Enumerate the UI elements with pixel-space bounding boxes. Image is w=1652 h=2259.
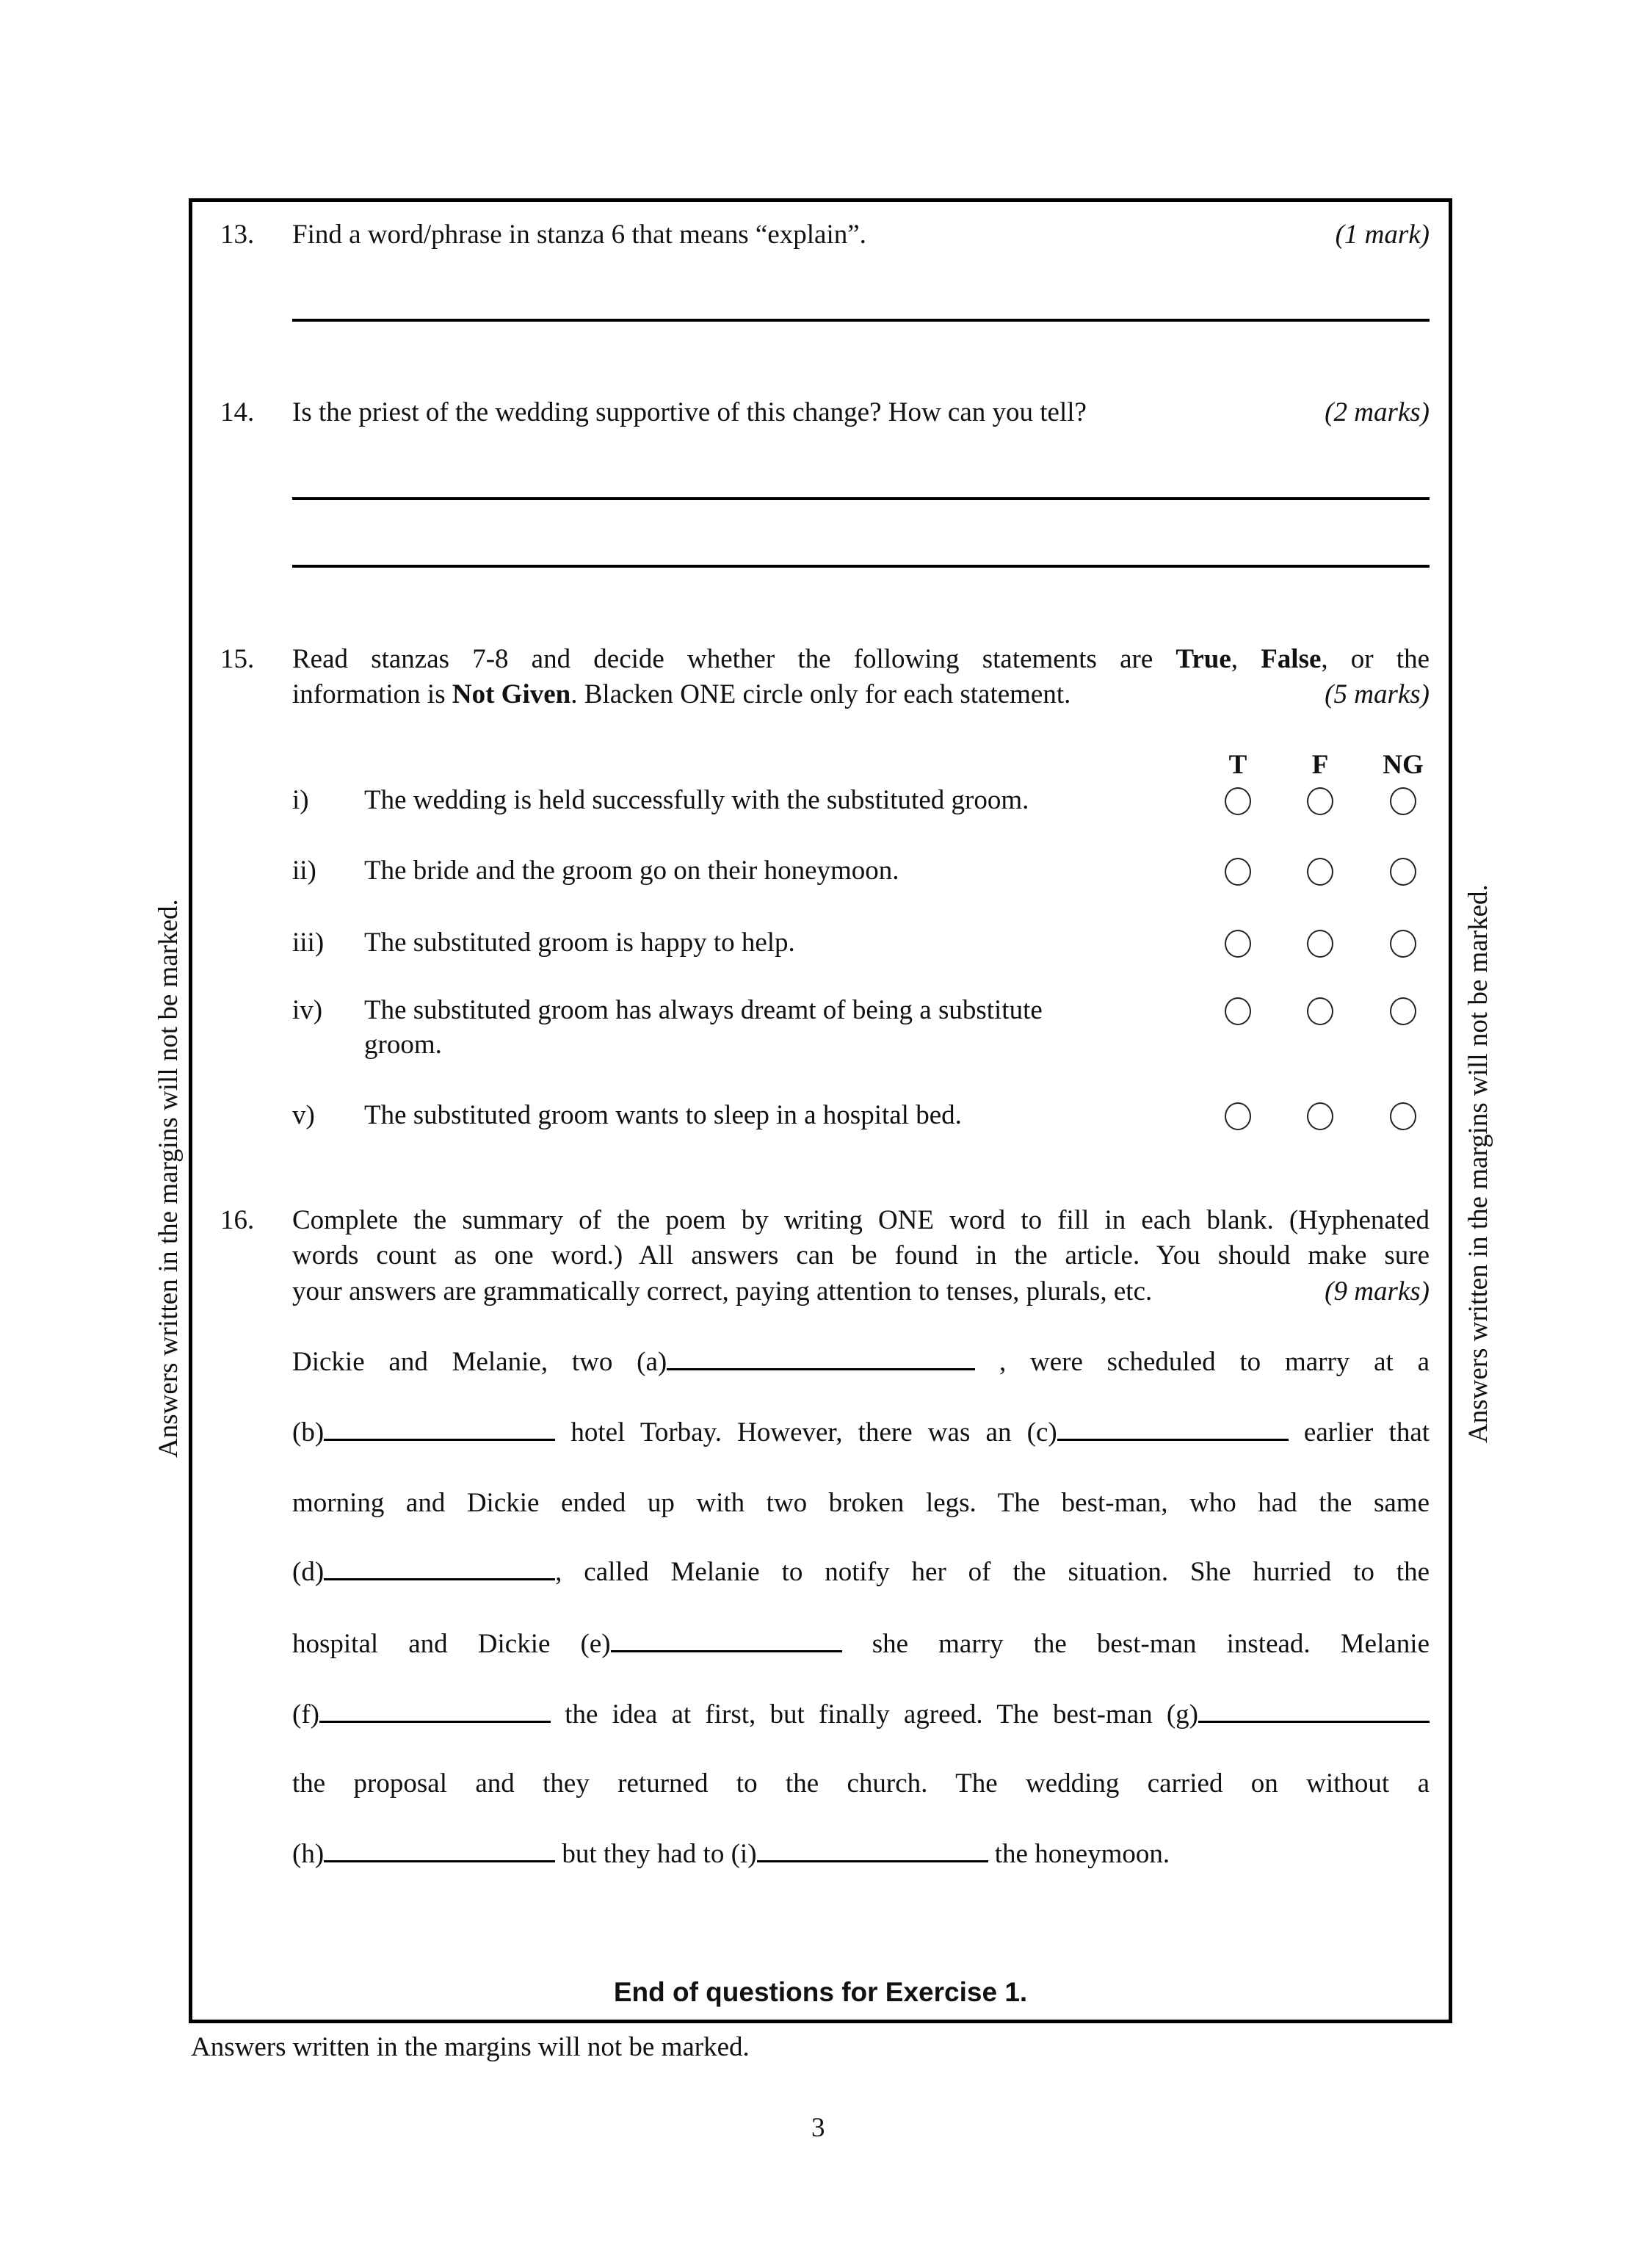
radio-iv-not-given[interactable]: [1390, 997, 1416, 1025]
radio-iii-false[interactable]: [1307, 930, 1333, 958]
q14-text: Is the priest of the wedding supportive of this change? How can you tell?: [292, 397, 1087, 427]
statement-label: iv): [292, 995, 323, 1025]
blank-a[interactable]: [667, 1346, 975, 1370]
q15-instruction-line1: Read stanzas 7-8 and decide whether the following statements are True, False, or the: [292, 644, 1430, 674]
statement-text: The substituted groom wants to sleep in a hospital bed.: [364, 1100, 962, 1130]
radio-v-false[interactable]: [1307, 1102, 1333, 1130]
statement-text: The substituted groom has always dreamt of being a substitute: [364, 995, 1043, 1025]
radio-iv-true[interactable]: [1225, 997, 1251, 1025]
radio-iii-not-given[interactable]: [1390, 930, 1416, 958]
q14-marks: (2 marks): [1325, 397, 1430, 427]
summary-line-4: (d) , called Melanie to notify her of the situation. She hurried to the: [292, 1557, 1430, 1587]
statement-label: i): [292, 785, 309, 815]
q13-answer-line[interactable]: [292, 319, 1430, 322]
radio-iv-false[interactable]: [1307, 997, 1333, 1025]
q14-answer-line-2[interactable]: [292, 565, 1430, 568]
q13-marks: (1 mark): [1335, 220, 1430, 250]
statement-text: The bride and the groom go on their honeymoon.: [364, 856, 899, 886]
q15-marks: (5 marks): [1325, 679, 1430, 709]
statement-label: ii): [292, 856, 316, 886]
radio-ii-true[interactable]: [1225, 858, 1251, 886]
statement-text: The wedding is held successfully with the substituted groom.: [364, 785, 1029, 815]
radio-v-true[interactable]: [1225, 1102, 1251, 1130]
radio-iii-true[interactable]: [1225, 930, 1251, 958]
right-margin-note: Answers written in the margins will not be marked.: [1463, 884, 1493, 1443]
q13-number: 13.: [220, 220, 255, 250]
page-number: 3: [811, 2113, 825, 2143]
summary-line-5: hospital and Dickie (e) she marry the best-man instead. Melanie: [292, 1629, 1430, 1659]
radio-v-not-given[interactable]: [1390, 1102, 1416, 1130]
q15-instruction-line2: information is Not Given. Blacken ONE circle only for each statement.: [292, 679, 1071, 709]
statement-label: iii): [292, 928, 325, 958]
header-false: F: [1311, 750, 1329, 780]
blank-h[interactable]: [324, 1838, 555, 1862]
summary-line-3: morning and Dickie ended up with two broken legs. The best-man, who had the same: [292, 1488, 1430, 1518]
end-of-questions: End of questions for Exercise 1.: [613, 1977, 1028, 2007]
q15-number: 15.: [220, 644, 255, 674]
blank-i[interactable]: [757, 1838, 988, 1862]
q16-marks: (9 marks): [1325, 1276, 1430, 1306]
summary-line-2: (b) hotel Torbay. However, there was an (c) earlier that: [292, 1417, 1430, 1447]
blank-b[interactable]: [324, 1417, 555, 1441]
blank-d[interactable]: [324, 1556, 555, 1580]
q16-instruction-line3: your answers are grammatically correct, paying attention to tenses, plurals, etc.: [292, 1276, 1153, 1306]
blank-e[interactable]: [611, 1628, 842, 1652]
radio-i-true[interactable]: [1225, 787, 1251, 815]
summary-line-6: (f) the idea at first, but finally agreed. The best-man (g): [292, 1699, 1430, 1731]
header-not-given: NG: [1383, 750, 1424, 780]
radio-ii-false[interactable]: [1307, 858, 1333, 886]
q16-number: 16.: [220, 1205, 255, 1235]
q14-number: 14.: [220, 397, 255, 427]
radio-i-not-given[interactable]: [1390, 787, 1416, 815]
q14-answer-line-1[interactable]: [292, 497, 1430, 500]
left-margin-note: Answers written in the margins will not be marked.: [153, 899, 184, 1458]
footer-margin-note: Answers written in the margins will not be marked.: [191, 2032, 750, 2062]
statement-text-cont: groom.: [364, 1030, 442, 1060]
header-true: T: [1228, 750, 1247, 780]
q13-text: Find a word/phrase in stanza 6 that means “explain”.: [292, 220, 866, 250]
summary-line-8: (h) but they had to (i) the honeymoon.: [292, 1839, 1170, 1869]
statement-label: v): [292, 1100, 315, 1130]
radio-ii-not-given[interactable]: [1390, 858, 1416, 886]
q16-instruction-line2: words count as one word.) All answers can be found in the article. You should make sure: [292, 1240, 1430, 1271]
blank-c[interactable]: [1057, 1417, 1289, 1441]
statement-text: The substituted groom is happy to help.: [364, 928, 795, 958]
radio-i-false[interactable]: [1307, 787, 1333, 815]
summary-line-7: the proposal and they returned to the church. The wedding carried on without a: [292, 1768, 1430, 1799]
q16-instruction-line1: Complete the summary of the poem by writing ONE word to fill in each blank. (Hyphenated: [292, 1205, 1430, 1235]
blank-f[interactable]: [319, 1699, 551, 1723]
summary-line-1: Dickie and Melanie, two (a) , were scheduled to marry at a: [292, 1347, 1430, 1377]
blank-g[interactable]: [1198, 1699, 1430, 1723]
